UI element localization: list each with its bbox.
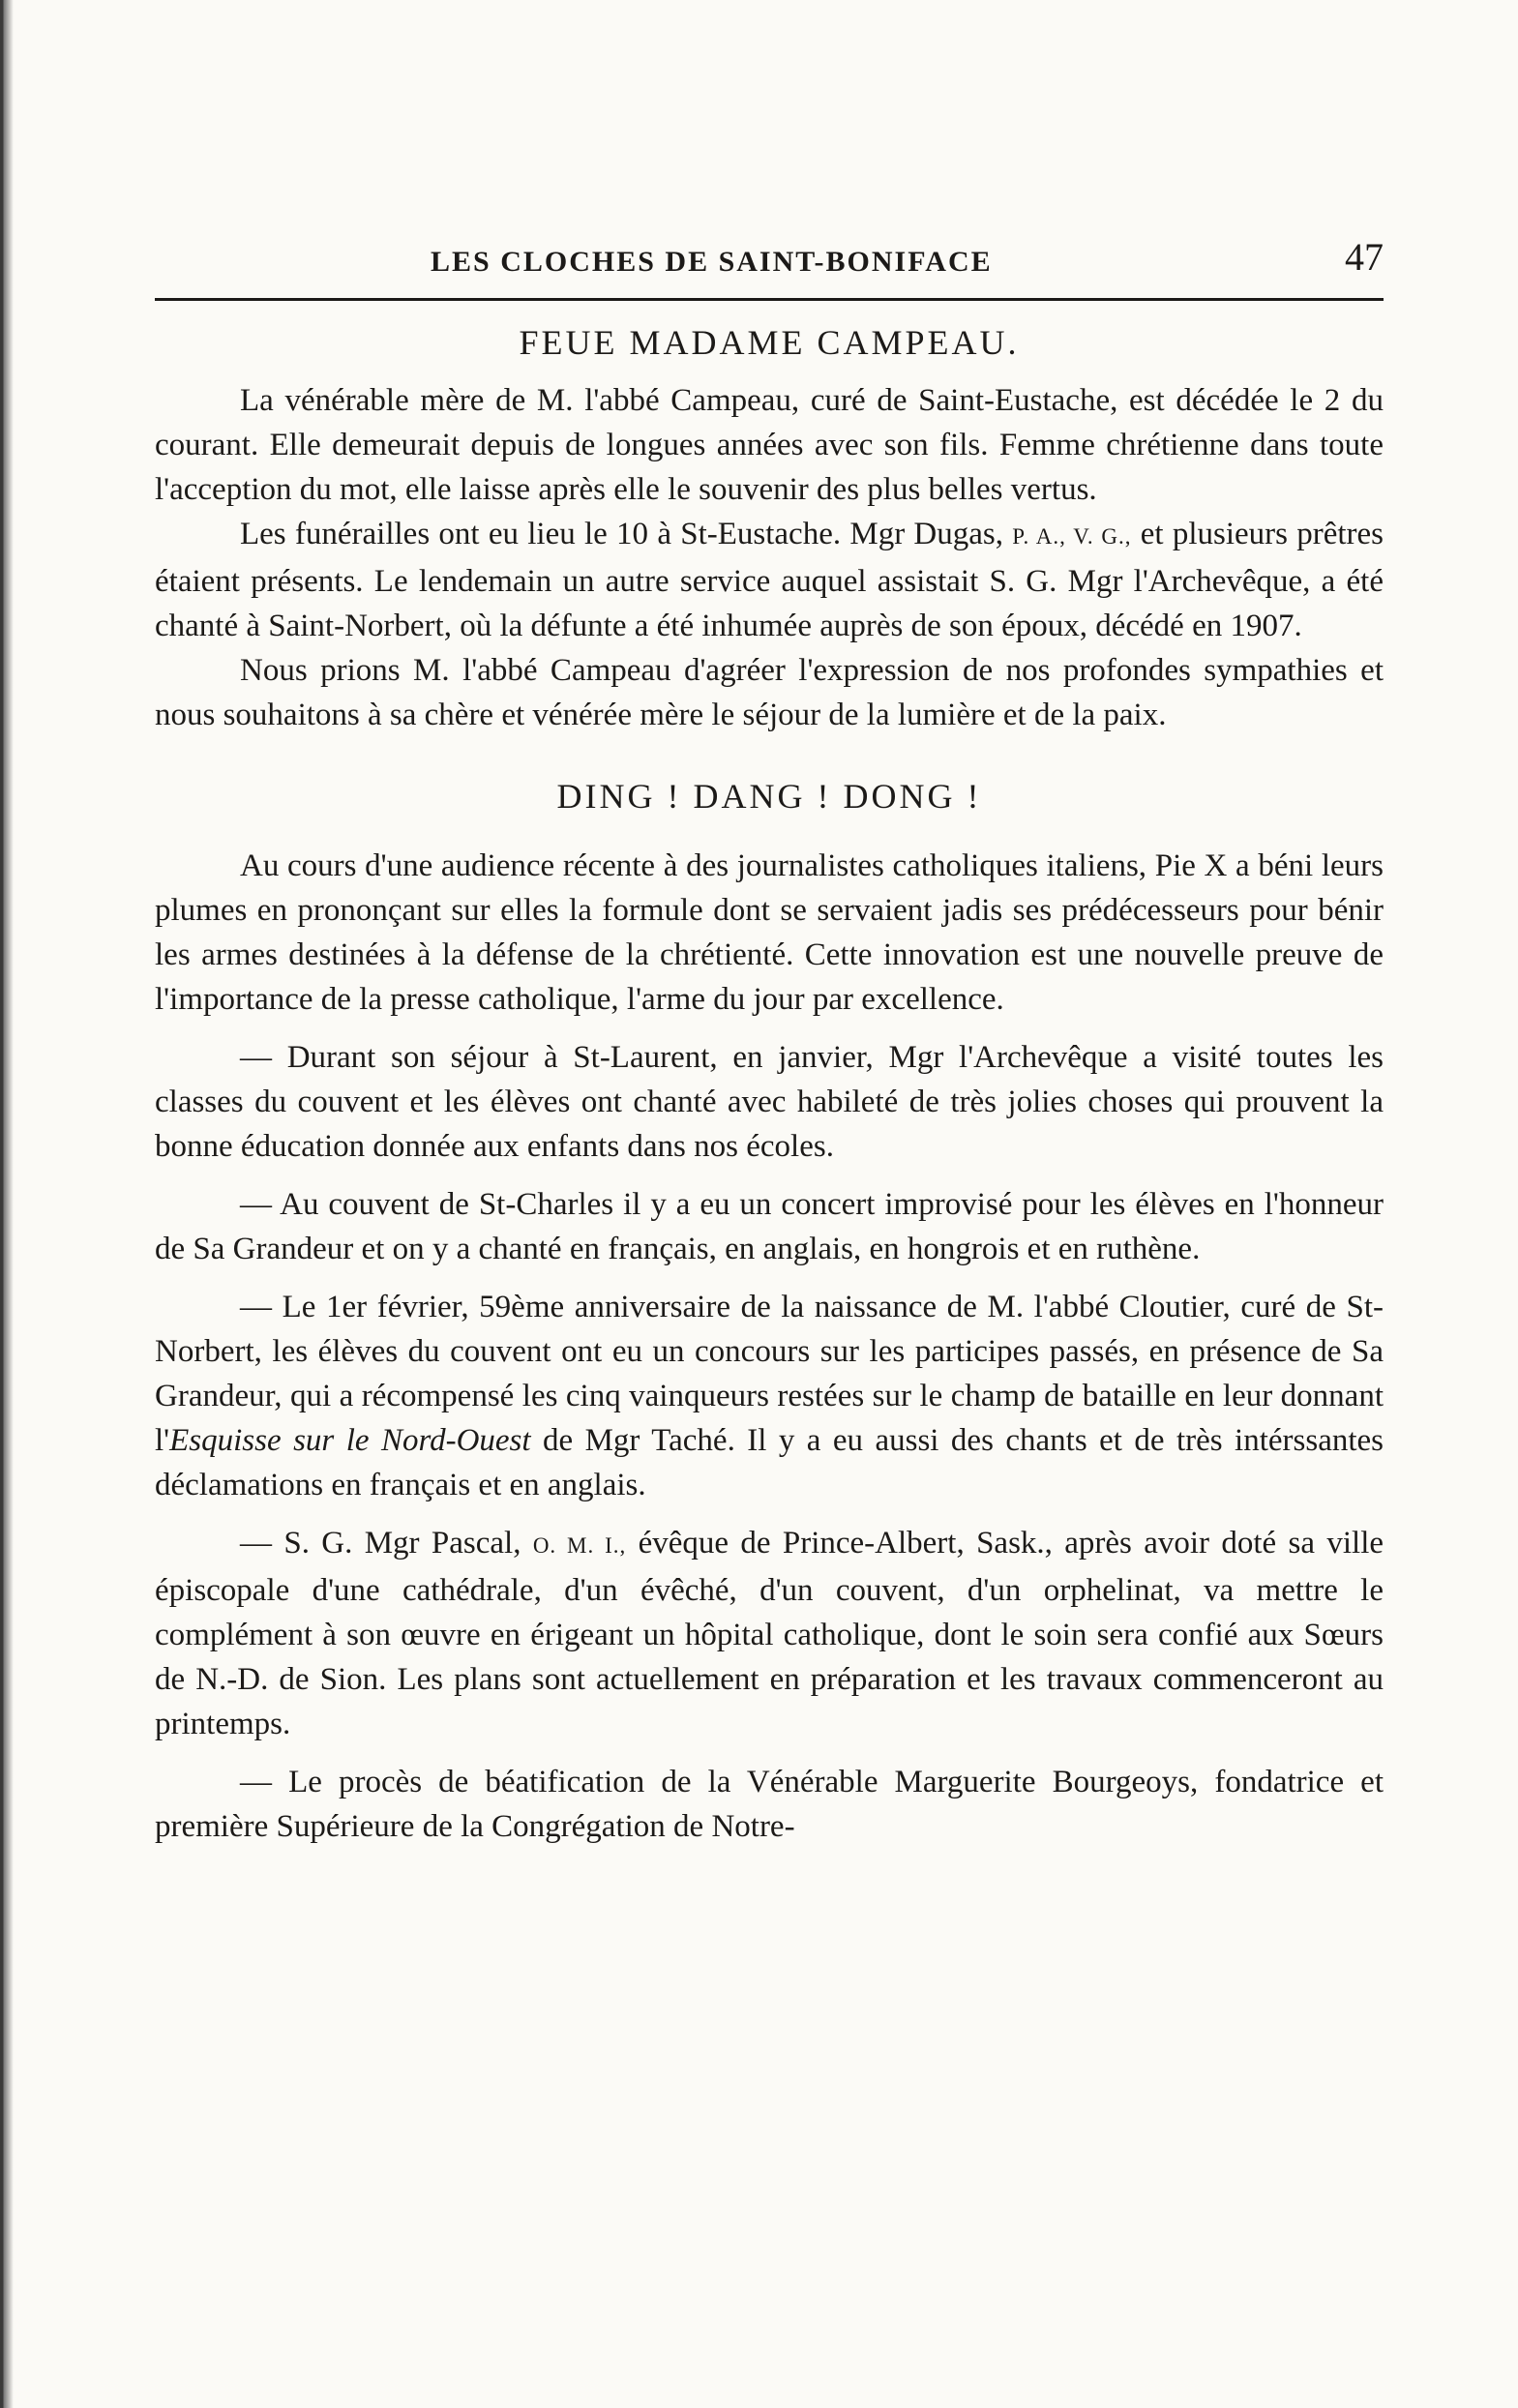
abbreviation: O. M. I., — [532, 1533, 627, 1558]
abbreviation: P. A., V. G., — [1012, 524, 1132, 549]
article-title-campeau: FEUE MADAME CAMPEAU. — [519, 323, 1020, 362]
book-title: Esquisse sur le Nord-Ouest — [169, 1423, 531, 1458]
paragraph — [155, 512, 1384, 648]
text-run: de Mgr Taché. Il y a eu aussi des chants et de très intérssantes déclamations en français et en anglais. — [155, 1423, 1384, 1502]
paragraph: — Au couvent de St-Charles il y a eu un concert improvisé pour les élèves en l'honneur de Sa Grandeur et on y a chanté en français, en anglais, en hongrois et en ruthène. — [155, 1187, 1384, 1266]
article-ding-dang-dong — [155, 844, 1384, 1849]
paragraph: — Le procès de béatification de la Vénérable Marguerite Bourgeoys, fondatrice et première Supérieure de la Congrégation de Notre- — [155, 1765, 1384, 1844]
paragraph: La vénérable mère de M. l'abbé Campeau, curé de Saint-Eustache, est décédée le 2 du courant. Elle demeurait depuis de longues années avec son fils. Femme chrétienne dans toute l'acception du mot, elle laisse après elle le souvenir des plus belles vertus. — [155, 383, 1384, 507]
paragraph — [155, 1521, 1384, 1746]
running-head — [155, 221, 1384, 288]
text-run: et plusieurs prêtres étaient présents. Le lendemain un autre service auquel assistait S. G. Mgr l'Archevêque, a été chanté à Saint-Norbert, où la défunte a été inhumée auprès de son époux, décédé en 1907. — [155, 517, 1384, 643]
text-run: Les funérailles ont eu lieu le 10 à St-Eustache. Mgr Dugas, — [240, 517, 1004, 551]
paragraph: Au cours d'une audience récente à des journalistes catholiques italiens, Pie X a béni leurs plumes en prononçant sur elles la formule dont se servaient jadis ses prédécesseurs pour bénir les armes destinées à la défense de la chrétienté. Cette innovation est une nouvelle preuve de l'importance de la presse catholique, l'arme du jour par excellence. — [155, 848, 1384, 1017]
paragraph — [155, 1285, 1384, 1507]
text-run: évêque de Prince-Albert, Sask., après avoir doté sa ville épiscopale d'une cathédrale, d'un évêché, d'un couvent, d'un orphelinat, va mettre le complément à son œuvre en érigeant un hôpital catholique, dont le soin sera confié aux Sœurs de N.-D. de Sion. Les plans sont actuellement en préparation et les travaux commenceront au printemps. — [155, 1526, 1384, 1741]
running-title: LES CLOCHES DE SAINT-BONIFACE — [431, 246, 993, 278]
text-run: — Le 1er février, 59ème anniversaire de la naissance de M. l'abbé Cloutier, curé de St-Norbert, les élèves du couvent ont eu un concours sur les participes passés, en présence de Sa Grandeur, qui a récompensé les cinq vainqueurs restées sur le champ de bataille en leur donnant l' — [155, 1290, 1384, 1458]
article-campeau — [155, 378, 1384, 737]
article-title-ding-dang-dong: DING ! DANG ! DONG ! — [556, 777, 982, 816]
paragraph: — Durant son séjour à St-Laurent, en janvier, Mgr l'Archevêque a visité toutes les classes du couvent et les élèves ont chanté avec habileté de très jolies choses qui prouvent la bonne éducation donnée aux enfants dans nos écoles. — [155, 1040, 1384, 1164]
text-run: — S. G. Mgr Pascal, — [240, 1526, 521, 1561]
page-content — [155, 221, 1384, 1849]
page-number: 47 — [1345, 235, 1384, 279]
paragraph: Nous prions M. l'abbé Campeau d'agréer l'expression de nos profondes sympathies et nous souhaitons à sa chère et vénérée mère le séjour de la lumière et de la paix. — [155, 653, 1384, 732]
header-rule — [155, 298, 1384, 301]
page-edge — [0, 0, 14, 2408]
